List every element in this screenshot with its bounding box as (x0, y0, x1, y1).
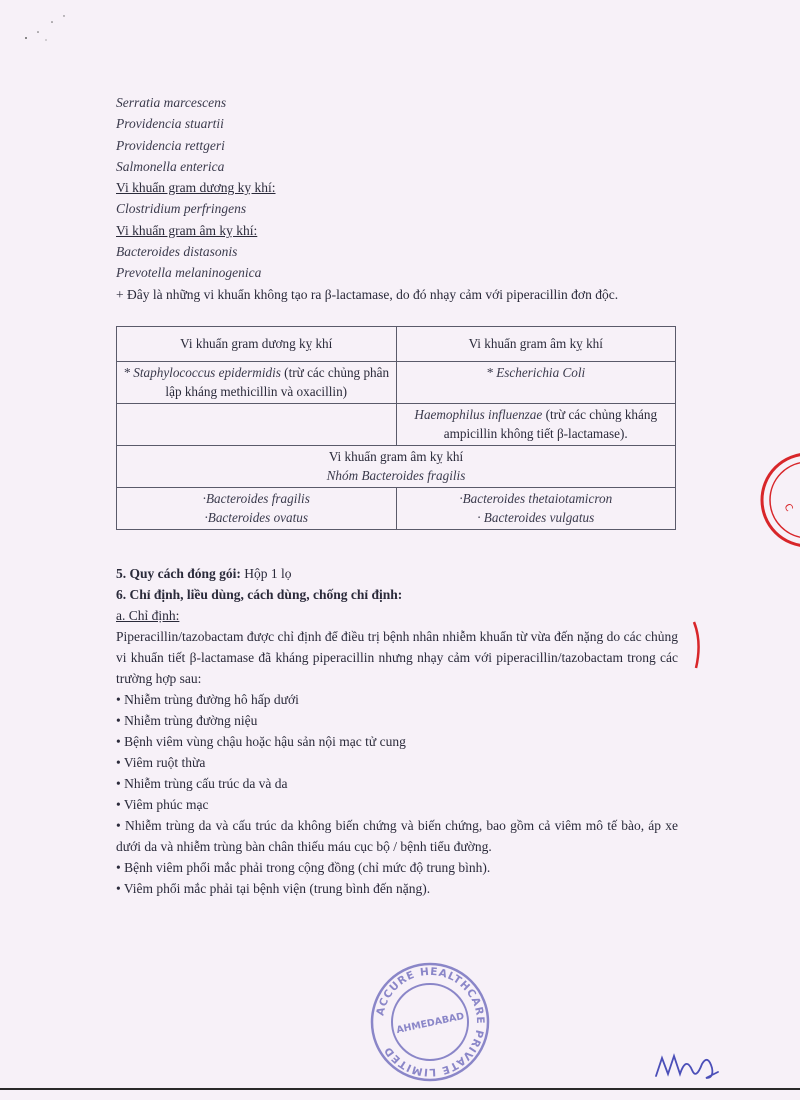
cell-note: (trừ các chủng phân lập kháng methicillin và oxacillin) (165, 365, 390, 399)
bullet-item: • Bệnh viêm vùng chậu hoặc hậu sản nội mạc tử cung (116, 734, 406, 749)
organism-name: * Staphylococcus epidermidis (123, 365, 281, 380)
cell-note: (trừ các chủng kháng ampicillin không tiết β-lactamase). (443, 407, 658, 441)
stamp-center-text: AHMEDABAD (395, 1010, 466, 1037)
bullet-item: • Nhiễm trùng đường hô hấp dưới (116, 692, 299, 707)
organism-line: Serratia marcescens (116, 95, 227, 110)
subheading-gram-negative-anaerobe: Vi khuẩn gram âm kỵ khí: (116, 222, 258, 238)
organism-line: Bacteroides distasonis (116, 244, 238, 260)
organism-line: Providencia stuartii (116, 116, 224, 132)
table-cell-haemophilus (396, 404, 676, 446)
bullet-item: • Nhiễm trùng da và cấu trúc da không biến chứng và biến chứng, bao gồm cả viêm mô tế bào, áp xe dưới da và nhiễm trùng bàn chân thiếu máu cục bộ / bệnh tiểu đường. (116, 818, 678, 854)
organism-name: · Bacteroides vulgatus (477, 509, 595, 525)
organism-line: Providencia rettgeri (116, 137, 225, 153)
bullet-item: • Viêm phổi mắc phải tại bệnh viện (trung bình đến nặng). (116, 881, 431, 896)
red-edge-stamp (756, 440, 800, 560)
organism-name: ·Bacteroides thetaiotamicron (459, 491, 613, 506)
stamp-ring-text: ACCURE HEALTHCARE PRIVATE LIMITED (374, 965, 487, 1079)
bullet-item: • Nhiễm trùng cấu trúc da và da (116, 776, 288, 791)
bullet-item: • Viêm phúc mạc (116, 797, 209, 812)
organism-list-block (116, 92, 676, 305)
organism-name: ·Bacteroides fragilis (202, 491, 310, 506)
section-6a-title: a. Chỉ định: (116, 608, 180, 623)
organism-line: Salmonella enterica (116, 158, 225, 174)
sections-block (116, 563, 678, 899)
scan-specks (18, 10, 78, 50)
company-seal-stamp (368, 960, 492, 1084)
bacteria-table (116, 326, 676, 530)
red-margin-mark (688, 620, 706, 670)
bullet-item: • Bệnh viêm phổi mắc phải trong cộng đồng (chỉ mức độ trung bình). (116, 860, 491, 875)
table-header-gram-negative: Vi khuẩn gram âm kỵ khí (396, 327, 676, 362)
organism-line: Prevotella melaninogenica (116, 265, 262, 281)
section-5-label: 5. Quy cách đóng gói: (116, 566, 241, 581)
organism-name: Haemophilus influenzae (414, 407, 543, 422)
span-subtitle: Nhóm Bacteroides fragilis (326, 467, 466, 483)
organism-name: * Escherichia Coli (486, 365, 586, 380)
table-header-gram-positive: Vi khuẩn gram dương kỵ khí (117, 327, 397, 362)
bullet-item: • Nhiễm trùng đường niệu (116, 713, 258, 728)
handwritten-signature (652, 1050, 722, 1084)
section-5-packaging (116, 563, 678, 584)
organism-line: Clostridium perfringens (116, 201, 247, 217)
table-cell-bacteroides-right (396, 488, 676, 530)
section-5-value: Hộp 1 lọ (240, 566, 292, 581)
table-cell-empty (117, 404, 397, 446)
span-title: Vi khuẩn gram âm kỵ khí (328, 449, 464, 464)
section-6-title: 6. Chỉ định, liều dùng, cách dùng, chống chỉ định: (116, 587, 403, 602)
table-span-bacteroides-group (117, 446, 676, 488)
subheading-gram-positive-anaerobe: Vi khuẩn gram dương kỵ khí: (116, 180, 276, 196)
beta-lactamase-note: + Đây là những vi khuẩn không tạo ra β-lactamase, do đó nhạy cảm với piperacillin đơn độc. (116, 286, 619, 302)
table-cell-bacteroides-left (117, 488, 397, 530)
table-cell-ecoli (396, 362, 676, 404)
svg-text:C: C (781, 502, 795, 514)
bottom-border-line (0, 1088, 800, 1090)
indication-intro: Piperacillin/tazobactam được chỉ định để điều trị bệnh nhân nhiễm khuẩn từ vừa đến nặng do các chủng vi khuẩn tiết β-lactamase đã kháng piperacillin nhưng nhạy cảm với piperacillin/tazobactam trong các trường hợp sau: (116, 629, 678, 686)
table-cell-staphylococcus (117, 362, 397, 404)
bullet-item: • Viêm ruột thừa (116, 755, 206, 770)
organism-name: ·Bacteroides ovatus (204, 509, 309, 525)
